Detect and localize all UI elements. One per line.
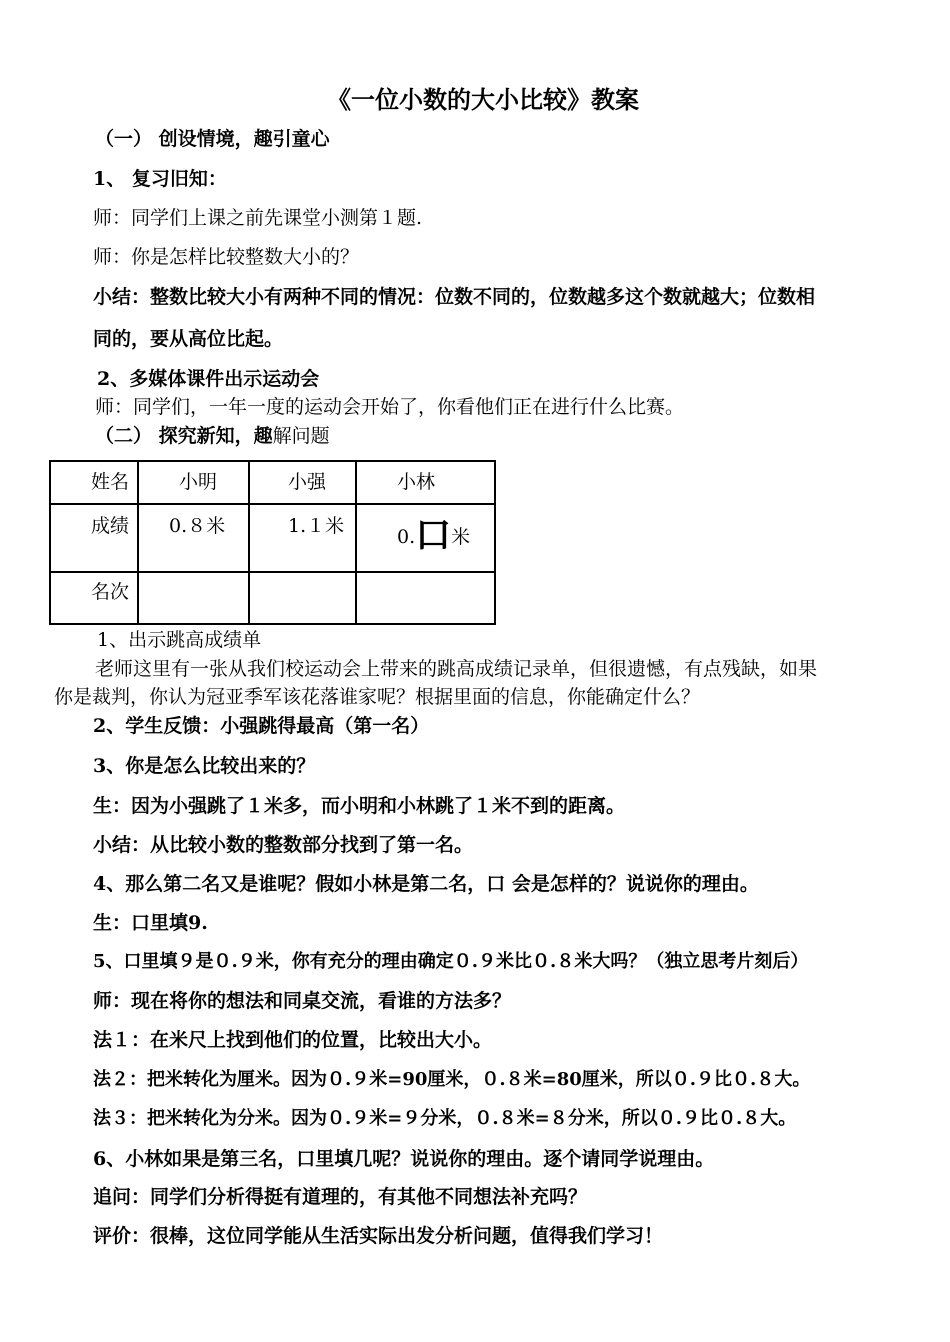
body-line-4: 2、学生反馈：小强跳得最高（第一名）: [93, 715, 430, 737]
body-line-10: 5、口里填９是０.９米，你有充分的理由确定０.９米比０.８米大吗？（独立思考片刻后）: [93, 951, 809, 972]
teacher-line-2: 师：你是怎样比较整数大小的？: [93, 246, 360, 268]
body-line-9: 生：口里填9.: [93, 912, 208, 934]
body-line-3: 你是裁判，你认为冠亚季军该花落谁家呢？根据里面的信息，你能确定什么？: [54, 686, 701, 708]
summary-line-1: 小结：整数比较大小有两种不同的情况：位数不同的，位数越多这个数就越大；位数相: [93, 286, 816, 308]
summary-line-2: 同的，要从高位比起。: [93, 328, 284, 350]
body-line-7: 小结：从比较小数的整数部分找到了第一名。: [93, 834, 474, 856]
body-line-2: 老师这里有一张从我们校运动会上带来的跳高成绩记录单，但很遗憾，有点残缺，如果: [95, 658, 818, 680]
header-name: 姓名: [91, 471, 130, 493]
section-heading-2: [95, 427, 330, 446]
teacher-line-3: 师：同学们，一年一度的运动会开始了，你看他们正在进行什么比赛。: [95, 396, 685, 418]
body-line-14: 法３：把米转化为分米。因为０.９米=９分米，０.８米=８分米，所以０.９比０.８大。: [93, 1108, 797, 1129]
body-line-13: 法２：把米转化为厘米。因为０.９米=90厘米，０.８米=80厘米，所以０.９比０.８大。: [93, 1069, 811, 1090]
body-line-1: 1、出示跳高成绩单: [97, 629, 262, 651]
body-line-16: 追问：同学们分析得挺有道理的，有其他不同想法补充吗？: [93, 1186, 588, 1208]
row-label-rank: 名次: [91, 581, 130, 603]
section-heading-1: （一） 创设情境，趣引童心: [95, 128, 330, 150]
xiaolin-unit: 米: [451, 526, 471, 548]
body-line-8: 4、那么第二名又是谁呢？假如小林是第二名，口 会是怎样的？说说你的理由。: [93, 873, 759, 895]
body-line-12: 法１：在米尺上找到他们的位置，比较出大小。: [93, 1029, 493, 1051]
score-xiaoqiang: 1.１米: [288, 515, 345, 537]
section-heading-2-bold: （二） 探究新知，趣: [95, 425, 273, 447]
page-title: 《一位小数的大小比较》教案: [327, 85, 639, 114]
score-xiaolin: [357, 505, 494, 556]
item-multimedia: 2、多媒体课件出示运动会: [97, 368, 320, 390]
header-xiaoming: 小明: [179, 471, 218, 493]
body-line-11: 师：现在将你的想法和同桌交流，看谁的方法多？: [93, 990, 512, 1012]
header-xiaolin: 小林: [397, 471, 436, 493]
score-table: [49, 460, 496, 625]
body-line-15: 6、小林如果是第三名，口里填几呢？说说你的理由。逐个请同学说理由。: [93, 1148, 715, 1170]
item-review: 1、 复习旧知：: [93, 168, 227, 190]
blank-box: 口: [415, 514, 452, 556]
header-xiaoqiang: 小强: [288, 471, 327, 493]
teacher-line-1: 师：同学们上课之前先课堂小测第１题.: [93, 207, 423, 229]
row-label-score: 成绩: [91, 515, 130, 537]
body-line-6: 生：因为小强跳了１米多，而小明和小林跳了１米不到的距离。: [93, 795, 626, 817]
score-xiaoming: 0.８米: [169, 515, 226, 537]
body-line-17: 评价：很棒，这位同学能从生活实际出发分析问题，值得我们学习！: [93, 1225, 664, 1247]
section-heading-2-rest: 解问题: [272, 425, 330, 447]
body-line-5: 3、你是怎么比较出来的？: [93, 755, 316, 777]
xiaolin-prefix: 0.: [397, 526, 416, 548]
